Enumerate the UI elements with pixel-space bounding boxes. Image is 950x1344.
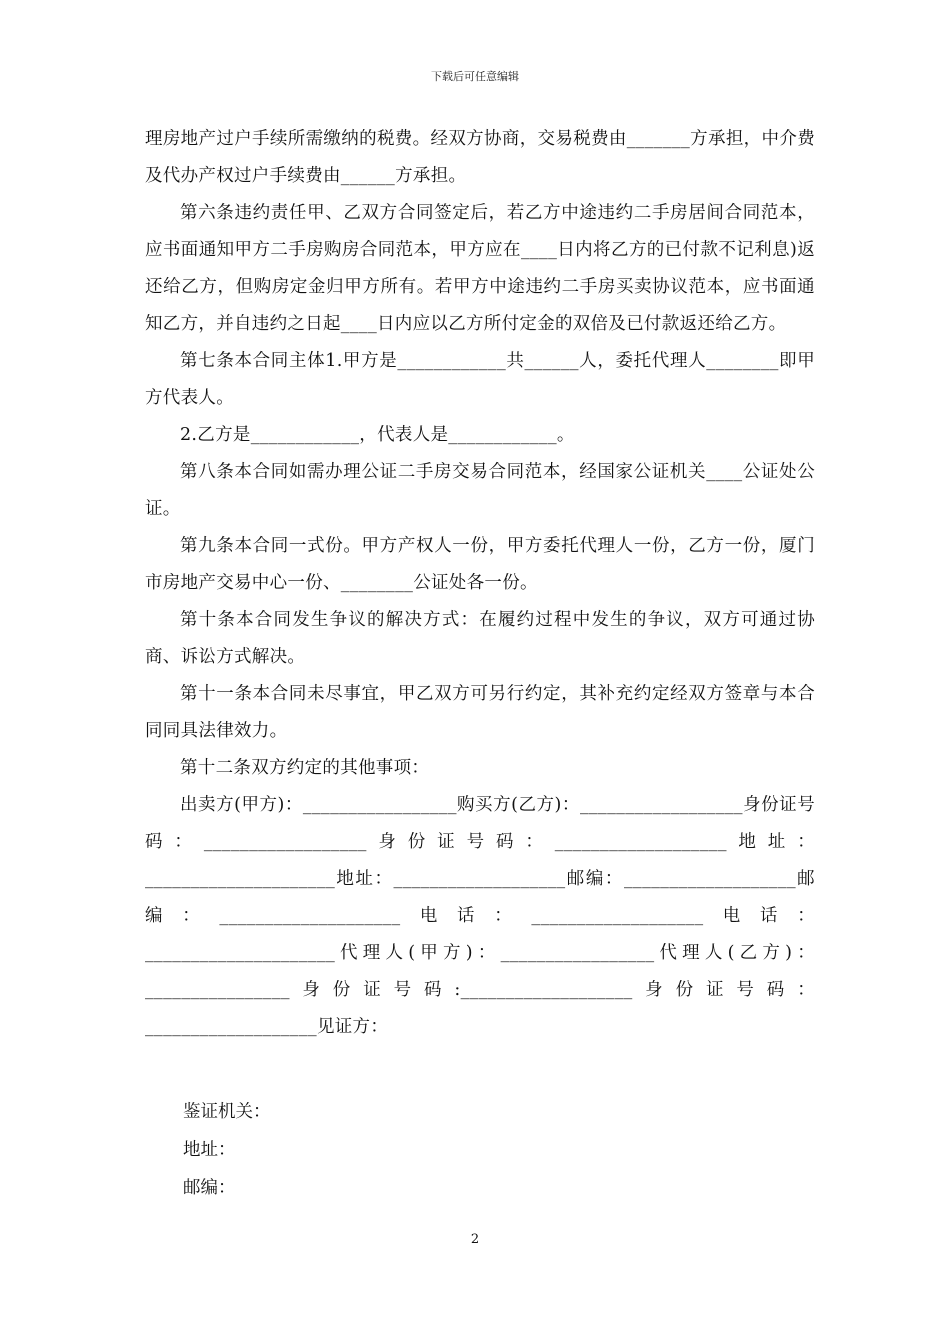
- address-label: 地址：: [183, 1140, 236, 1160]
- paragraph-article-11: 第十一条本合同未尽事宜，甲乙双方可另行约定，其补充约定经双方签章与本合同同具法律效力。: [145, 684, 815, 741]
- paragraph-signature-fields: 出卖方(甲方)：_________________购买方(乙方)：__________________身份证号码：__________________身份证号码：___________________地址：_____________________地址：___________________邮编：___________________邮编：____________________电话：___________________电话：_____________________代理人(甲方)：_________________代理人(乙方)：________________身份证号码:___________________身份证号码：___________________见证方：: [145, 795, 815, 1037]
- paragraph-article-12: 第十二条双方约定的其他事项：: [180, 758, 430, 778]
- paragraph-article-8: 第八条本合同如需办理公证二手房交易合同范本，经国家公证机关____公证处公证。: [145, 462, 815, 519]
- paragraph-article-10: 第十条本合同发生争议的解决方式：在履约过程中发生的争议，双方可通过协商、诉讼方式解决。: [145, 610, 815, 667]
- paragraph-party-b: 2.乙方是____________，代表人是____________。: [180, 425, 575, 445]
- authentication-block: [183, 1093, 271, 1207]
- paragraph-tax-fees: 理房地产过户手续所需缴纳的税费。经双方协商，交易税费由_______方承担，中介费及代办产权过户手续费由______方承担。: [145, 129, 815, 186]
- page-number: 2: [470, 1232, 480, 1247]
- page-header: 下载后可任意编辑: [431, 70, 519, 83]
- paragraph-article-7: 第七条本合同主体1.甲方是____________共______人，委托代理人________即甲方代表人。: [145, 351, 815, 408]
- paragraph-article-6: 第六条违约责任甲、乙双方合同签定后，若乙方中途违约二手房居间合同范本，应书面通知甲方二手房购房合同范本，甲方应在____日内将乙方的已付款不记利息)返还给乙方，但购房定金归甲方所有。若甲方中途违约二手房买卖协议范本，应书面通知乙方，并自违约之日起____日内应以乙方所付定金的双倍及已付款返还给乙方。: [145, 203, 815, 334]
- paragraph-article-9: 第九条本合同一式份。甲方产权人一份，甲方委托代理人一份，乙方一份，厦门市房地产交易中心一份、________公证处各一份。: [145, 536, 815, 593]
- authority-label: 鉴证机关：: [183, 1102, 271, 1122]
- document-body: [145, 121, 815, 1046]
- postcode-label: 邮编：: [183, 1178, 236, 1198]
